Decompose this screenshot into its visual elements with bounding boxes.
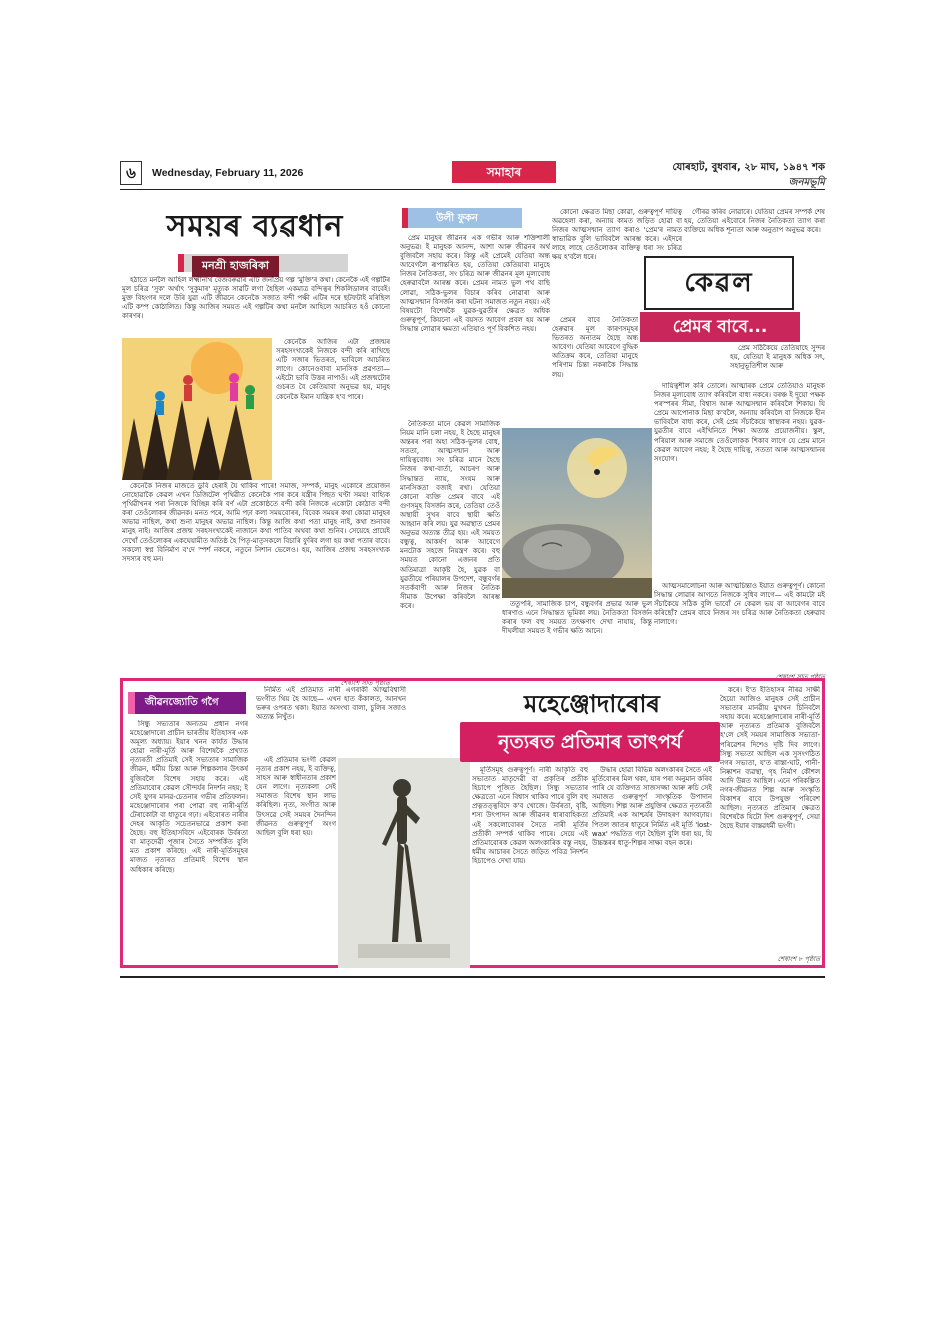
- story3-column5: কৰে। ই'ত ইতিহাসৰ নীৰৱ সাক্ষী হৈয়ো আজিও মানুহক সেই প্ৰাচীন সভ্যতাৰ মানৱীয় মুখখন চিনিবলৈ সহায় কৰে। মহেঞ্জোদাৰোৰ নাৰী-মূৰ্তি আৰু নৃত্যৰত প্ৰতিমাক বুজিবলৈ হ'লে সেই সময়ৰ সামাজিক সভ্যতা-পৰিৱেশৰ দিশেও দৃষ্টি দিব লাগে। সিন্ধু সভ্যতা আছিল এক সুসংগঠিত নগৰ সভ্যতা, য'ত ৰাস্তা-ঘাট, পানী-নিষ্কাশন ব্যৱস্থা, গৃহ নিৰ্মাণ কৌশল আদি উন্নত আছিল। এনে পৰিকল্পিত নগৰ-জীৱনত শিল্প আৰু সংস্কৃতি বিকাশৰ বাবে উপযুক্ত পৰিবেশ আছিল। নৃত্যৰত প্ৰতিমাৰ ক্ষেত্ৰত বিশেষকৈ যিটো দিশ গুৰুত্বপূৰ্ণ, সেয়া হৈছে ইয়াৰ বাস্তৱধৰ্মী ভংগী।: [720, 686, 820, 831]
- fairy-stone-face-image: [502, 428, 652, 598]
- story1-illustration: [122, 338, 272, 480]
- story3-column1: সিন্ধু সভ্যতাৰ অন্যতম প্ৰধান নগৰ মহেঞ্জোদাৰো প্ৰাচীন ভাৰতীয় ইতিহাসৰ এক অমূল্য অধ্যায়। ইয়াৰ খনন কাৰ্যত উদ্ধাৰ হোৱা নাৰী-মূৰ্তি আৰু বিশেষকৈ প্ৰখ্যাত নৃত্যৰতী প্ৰতিমাই সেই সভ্যতাৰ সামাজিক জীৱন, ধৰ্মীয় চিন্তা আৰু শিল্পকলাৰ উৎকৰ্ষ বুজিবলৈ বিশেষ সহায় কৰে। এই প্ৰতিমাবোৰ কেৱল সৌন্দৰ্যৰ নিদৰ্শন নহয়; ই সেই যুগৰ মানৱ-চেতনাৰ গভীৰ প্ৰতিফলন। মহেঞ্জোদাৰোৰ পৰা পোৱা বহু নাৰী-মূৰ্তি টেৰাকোটা বা ধাতুৰে গঢ়া। এইবোৰত নাৰীৰ দেহৰ আকৃতি সচেতনভাৱে প্ৰকাশ কৰা হৈছে। বহু ইতিহাসবিদে এইবোৰক উৰ্বৰতা বা মাতৃদেৱী পূজাৰ সৈতে সম্পৰ্কিত বুলি মত প্ৰকাশ কৰিছে। এই নাৰী-মূৰ্তিসমূহৰ মাজত নৃত্যৰত প্ৰতিমাই বিশেষ স্থান অধিকাৰ কৰিছে।: [130, 720, 248, 874]
- story1-body: কেনেকৈ নিজৰ মাজতে ডুবি হেৰাই যৈ থাকিব পাৰে! সমাজ, সম্পৰ্ক, মানুহ একোৰে প্ৰয়োজন নোহোৱাকৈ কেৱল এখন ডিজিটেল পৃথিৱীত কেনেকৈ পাৰ কৰে যন্ত্ৰীৰ পিছত ঘণ্টা সময়! বাহ্যিক পৃথিৱীখনৰ পৰা নিজকে বিচ্ছিন্ন কৰি বৰ্ণ এটা প্ৰকোষ্ঠতে বন্দী কৰি নিজকে একোটা কোঠাত বন্দী কৰা তেওঁলোকৰ জীৱনক। মনত পৰে, আমি পঢ়া কলা সময়বোৰৰ, বিবেক সময়ৰ কথা কোৱা মানুহৰ অভাৱ নাছিল, কথা শুনা মানুহৰ অভাৱ নাছিল। কিন্তু আজি কথা পতা মানুহ নাই, কথা শুনাবৰ মানুহ নাই। আজিৰ প্ৰজন্ম সৰহসংখ্যকেই নাজানে কথা পাতিব অথবা কথা শুনিব। সেয়েহে প্ৰায়েই দেখোঁ তেওঁলোকৰ একঘেয়ামীত অতিষ্ঠ হৈ পিতৃ-মাতৃসকলে বিচাৰি ফুৰিব লগা হয় কথা পতাৰ বাবে। সকলো স্বপ্ন বিনিৰ্মাণ ব'দে স্পৰ্শ নকৰে, নতুনে নিশান ভেলেও। হয়, আজিৰ প্ৰজন্ম সৰহসংখ্যক সদস্যৰ বহু মন।: [122, 482, 390, 563]
- story2-column-under-image: ততুপৰি, সামাজিক চাপ, বন্ধুবৰ্গৰ প্ৰভাৱ আৰু ভুল ধাৰণাও এনে সিদ্ধান্তত ভূমিকা লয়। নৈতিকতা বিসৰ্জন কৰাৰ ফল বহু সময়ত তৎক্ষণাৎ দেখা নাযায়, কিন্তু দীঘলীয়া সময়ত ই গভীৰ ক্ষতি আনে।: [502, 600, 652, 636]
- story3-column3: মূৰ্তিসমূহ গুৰুত্বপূৰ্ণ। নাৰী আকৃতি বহু সভ্যতাত মাতৃদেৱী বা প্ৰকৃতিৰ প্ৰতীক হিচাপে পূজিত হৈছিল। সিন্ধু সভ্যতাৰ ক্ষেত্ৰতো এনে বিশ্বাস থাকিব পাৰে বুলি বহু প্ৰত্নতত্ত্ববিদে ক'ব খোজে। উৰ্বৰতা, বৃষ্টি, শস্য উৎপাদন আৰু জীৱনৰ ধাৰাবাহিকতা এই সকলোবোৰৰ সৈতে নাৰী মূৰ্তিৰ প্ৰতীকী সম্পৰ্ক থাকিব পাৰে। সেয়ে এই প্ৰতিমাবোৰক কেৱল অলংকাৰিক বস্তু নহয়, ধৰ্মীয় আচাৰৰ সৈতে জড়িত পবিত্ৰ নিদৰ্শন হিচাপেও দেখা যায়।: [472, 766, 588, 865]
- story3-subtitle: নৃত্যৰত প্ৰতিমাৰ তাৎপৰ্য: [460, 722, 720, 762]
- story3-column2-top: নিৰ্মিত এই প্ৰতিমাত নাৰী এগৰাকী আত্মবিশ্বাসী ভংগীত থিয় হৈ আছে— এখন হাত কঁকালত, আনখন ভৰুৰ ওপৰত থকা। ইয়াত অসংখ্য বালা, চুলিৰ সজাও অত্যন্ত নিখুঁত।: [256, 686, 406, 722]
- story2-title-banner: প্ৰেমৰ বাবে...: [640, 312, 800, 342]
- story2-column3: গৌৰৱ কৰিব নোৱাৰে। যেতিয়া প্ৰেমৰ সম্পৰ্ক শেষ হয়, তেতিয়া এইবোৰে নিজৰ নৈতিকতা ত্যাগ কৰা ব্যক্তিয়ে অধিক শূন্যতা আৰু অনুতাপ অনুভৱ কৰে।: [684, 208, 825, 235]
- date-assamese: যোৰহাট, বুধবাৰ, ২৮ মাঘ, ১৯৪৭ শক: [672, 162, 825, 173]
- story2-continued: শেষাংশ সাত পৃষ্ঠাত: [775, 673, 825, 681]
- masthead-logo: জনমভূমি: [788, 177, 825, 188]
- story2-column2: কোনো ক্ষেত্ৰত মিছা কোৱা, গুৰুত্বপূৰ্ণ দায়িত্ব অৱহেলা কৰা, অন্যায় কামত জড়িত হোৱা বা নিজৰ আত্মসন্মান ত্যাগ কৰাও 'প্ৰেম'ৰ নামত স্বাভাৱিক বুলি ভাবিবলৈ আৰম্ভ কৰে। এইদৰে লাহে লাহে তেওঁলোকৰ ব্যক্তিত্ব ধৰা সং চৰিত্ৰ ক্ষয় হ'বলৈ ধৰে।: [552, 208, 682, 262]
- story1-column-right: কেনেকৈ আজিৰ এটা প্ৰজন্মৰ সৰহসংখ্যকেই নিজকে বন্দী কৰি ৰাখিছে এটি সজাৰ ভিতৰত, ভাবিলে আচৰিত লাগে। কোনেওবাবা মানসিক প্ৰৱণতা— এইটো ভাবি উত্তৰ নাপাওঁ। এই প্ৰজন্মটোৰ গুচৰত বৈ কেতিয়াবা অনুভৱ হয়, মানুহ কেনেকৈ ইমান যান্ত্ৰিক হ'ব পাৰে।: [276, 338, 390, 401]
- story2-column1-bottom: নৈতিকতা মানে কেৱল সামাজিক নিয়ম মানি চলা নহয়, ই হৈছে মানুহৰ অন্তৰৰ পৰা অহা সঠিক-ভুলৰ বোধ, সততা, আত্মসন্মান আৰু দায়িত্ববোধ। সং চৰিত্ৰ মানে হৈছে নিজৰ কথা-বাৰ্তা, আচৰণ আৰু সিদ্ধান্তত ন্যায়, সংযম আৰু মানসিকতা বজাই ৰখা। যেতিয়া কোনো ব্যক্তি প্ৰেমৰ বাবে এই গুণসমূহ বিসৰ্জন কৰে, তেতিয়া তেওঁ অস্থায়ী সুখৰ বাবে স্থায়ী ক্ষতি আহ্বান কৰি লয়। যুৱ অৱস্থাত প্ৰেমৰ অনুভৱ অত্যন্ত তীব্ৰ হয়। এই সময়ত বন্ধুত্ব, আকৰ্ষণ আৰু আবেগে মনটোক সহজে নিয়ন্ত্ৰণ কৰে। বহু সময়ত কোনো এজনৰ প্ৰতি অতিমাত্ৰা আকৃষ্ট হৈ, যুৱক বা যুৱতীয়ে পৰিয়ালৰ উপদেশ, বন্ধুবৰ্গৰ সতৰ্কবাণী আৰু নিজৰ নৈতিক সীমাক উপেক্ষা কৰিবলৈ আৰম্ভ কৰে।: [400, 420, 500, 610]
- story2-column4: দায়িত্বশীল কৰি তোলে। আত্মাৰক প্ৰেমে তেতিয়াও মানুহক নিজৰ মূল্যবোধ ত্যাগ কৰিবলৈ বাধ্য নকৰে। বৰঞ্চ ই দুয়ো পক্ষক পৰস্পৰৰ সীমা, বিশ্বাস আৰু আত্মসন্মান কৰিবলৈ শিকায়। যি প্ৰেমে আপোনাক মিছা ক'বলৈ, অন্যায় কৰিবলৈ বা নিজকে হীন ভাবিবলৈ বাধ্য কৰে, সেই প্ৰেম সঁচাকৈয়ে স্বাস্থ্যকৰ নহয়। যুৱক-যুৱতীৰ বাবে এইখিনিতে শিক্ষা অত্যন্ত প্ৰয়োজনীয়। স্কুল, পৰিয়াল আৰু সমাজে তেওঁলোকক শিকাব লাগে যে প্ৰেম মানে কেৱল আবেগ নহয়; ই হৈছে দায়িত্ব, সততা আৰু আত্মসন্মানৰ সংযোগ।: [654, 382, 825, 463]
- date-english: Wednesday, February 11, 2026: [152, 167, 304, 179]
- story2-byline: উলী ফুকন: [436, 213, 478, 224]
- story2-column-right: প্ৰেম সঠিকৈয়ে তেতিয়াহে সুন্দৰ হয়, যেতিয়া ই মানুহক অধিক সৎ, সহানুভূতিশীল আৰু: [730, 344, 825, 371]
- page-number: ৬: [120, 161, 142, 185]
- climbing-figures-image: [122, 338, 272, 480]
- story3-column2: এই প্ৰতিমাৰ ভংগী কেৱল নৃত্যৰ প্ৰকাশ নহয়, ই ব্যক্তিত্ব, সাহস আৰু স্বাধীনতাৰ প্ৰকাশ যেন লাগে। নৃত্যকলা সেই সমাজত বিশেষ স্থান লাভ কৰিছিল। নৃত্য, সংগীত আৰু উৎসৱে সেই সময়ৰ দৈনন্দিন জীৱনত গুৰুত্বপূৰ্ণ অংগ আছিল বুলি ধৰা হয়।: [256, 756, 336, 837]
- section-label: সমাহাৰ: [452, 161, 556, 183]
- story2-column-mid: প্ৰেমৰ বাবে নৈতিকতা হেৰুৱাৰ মূল কাৰণসমূহৰ ভিতৰত অন্যতম হৈছে অন্ধ আবেগ। যেতিয়া আবেগে বুদ্ধিক অতিক্ৰম কৰে, তেতিয়া মানুহে পৰিণাম চিন্তা নকৰাকৈ সিদ্ধান্ত লয়।: [552, 316, 638, 379]
- story2-column4-bottom: আত্মসমালোচনা আৰু আত্মচিন্তাও ইয়াত গুৰুত্বপূৰ্ণ। কোনো সিদ্ধান্ত লোৱাৰ আগতে নিজকে সুধিব লাগে— এই কামটো মই সঁচাকৈয়ে সঠিক বুলি ভাবোঁ নে কেৱল ভয় বা আবেগৰ বাবে কৰিছোঁ? প্ৰেমৰ বাবে নিজৰ সং চৰিত্ৰ আৰু নৈতিকতা হেৰুৱাব নালাগে।: [654, 582, 825, 627]
- dancing-girl-statue-image: [338, 758, 470, 968]
- story3-title: মহেঞ্জোদাৰোৰ: [524, 690, 660, 718]
- bottom-rule: [120, 976, 825, 978]
- story1-intro: হঠাতে মনলৈ আহিল লক্ষ্মীনাথ বেজবৰুৱাৰ এটি জনপ্ৰিয় গল্প 'মুক্তি'ৰ কথা। কেনেকৈ এই গল্পটিৰ মূল চৰিত্ৰ 'সুক' অৰ্থাৎ 'সুকুমাৰ' মৃত্যুক সাৱটি লগা হৈছিল একমাত্ৰ বন্দিত্বৰ শিকলিডালৰ বাবেই। মুক্ত বিহংগৰ দলে উৰি যুৱা এটি জীৱনে কেনেকৈ সজাত বন্দী পক্ষী এটিৰ দৰে ছটফটাই মৰিছিল এটি কম্প কোঠালিত। কিন্তু আজিৰ সময়ত এই গল্পটিৰ কথা মনলৈ আহিলে আচৰিত হওঁ কোনো কাৰণৰ।: [122, 276, 390, 321]
- story2-column1: প্ৰেম মানুহৰ জীৱনৰ এক গভীৰ আৰু শক্তিশালী অনুভৱ। ই মানুহক আনন্দ, আশা আৰু জীৱনৰ অৰ্থ বুজিবলৈ সহায় কৰে। কিন্তু এই প্ৰেমেই যেতিয়া অন্ধ আবেগলৈ ৰূপান্তৰিত হয়, তেতিয়া কেতিয়াবা মানুহে নিজৰ নৈতিকতা, সং চৰিত্ৰ আৰু জীৱনৰ মূল মূল্যবোধ হেৰুৱাবলৈ আৰম্ভ কৰে। প্ৰেমৰ নামত ভুল পথ বাছি লোৱা, সঠিক-ভুলৰ বিচাৰ কৰিব নোৱাৰা আৰু আত্মসন্মান বিসৰ্জন কৰা ঘটনা সমাজত নতুন নহয়। এই বিষয়টো বিশেষকৈ যুৱক-যুৱতীৰ ক্ষেত্ৰত অধিক গুৰুত্বপূৰ্ণ, কিয়নো এই বয়সত আবেগ প্ৰবল হয় আৰু সিদ্ধান্ত লোৱাৰ ক্ষমতা এতিয়াও পূৰ্ণ বিকশিত নহয়।: [400, 234, 550, 333]
- story2-illustration: [502, 428, 652, 598]
- story3-byline: জীৱনজ্যোতি গগৈ: [128, 692, 246, 714]
- story1-byline: মনশ্ৰী হাজৰিকা: [192, 256, 279, 277]
- story3-continued: শেষাংশ ৮ পৃষ্ঠাত: [777, 955, 820, 963]
- page-header: [120, 158, 825, 190]
- story3-statue-photo: [338, 758, 470, 968]
- story2-title-box: কেৱল: [644, 256, 794, 310]
- story1-title: সময়ৰ ব্যৱধান: [166, 209, 344, 244]
- byline-accent: [178, 254, 184, 272]
- story3-column4: উদ্ধাৰ হোৱা বিভিন্ন অলংকাৰৰ সৈতে এই মূৰ্তিবোৰৰ মিল থকা, যাৰ পৰা অনুমান কৰিব পাৰি যে ব্যক্তিগত সাজসজ্জা আৰু ৰুচি সেই সমাজত গুৰুত্বপূৰ্ণ সাংস্কৃতিক উপাদান আছিল। শিল্প আৰু প্ৰযুক্তিৰ ক্ষেত্ৰত নৃত্যৰতী প্ৰতিমাই এক আশ্চৰ্যৰ উদাহৰণ আগবঢ়ায়। পিতল জাতৰ ধাতুৰে নিৰ্মিত এই মূৰ্তি 'lost-wax' পদ্ধতিত গঢ়া হৈছিল বুলি ধৰা হয়, যি উচ্চস্তৰৰ ধাতু-শিল্পৰ সাক্ষ্য বহন কৰে।: [592, 766, 712, 847]
- story1-continued: শেষাংশ সাত পৃষ্ঠাত: [340, 679, 390, 687]
